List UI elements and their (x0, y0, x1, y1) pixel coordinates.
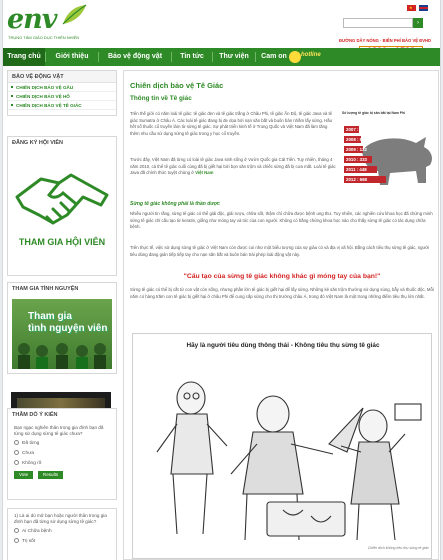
poll-option[interactable] (8, 527, 116, 537)
poll-option-label: Ai Chữa bệnh (22, 529, 52, 534)
member-title: ĐĂNG KÝ HỘI VIÊN (8, 137, 116, 149)
volunteer-text-line2: tình nguyện viên (28, 323, 108, 334)
article-paragraph: Nhiều người tin rằng, sừng tê giác có thể giải độc, giải rượu, chữa sốt, thậm chí chữa được bệnh ung thư. Tuy nhiên, các nghiên cứu khoa học đã chứng minh sừng tê giác chỉ cấu tạo từ keratin, giống như móng tay và tóc của con người. Không có bằng chứng khoa học nào cho thấy sừng tê giác có tác dụng chữa bệnh. (130, 211, 433, 229)
infograph-year-row (344, 135, 388, 144)
hotline-badge[interactable] (289, 49, 319, 65)
sidebar-link-rhino[interactable]: CHIẾN DỊCH BẢO VỆ TÊ GIÁC (8, 101, 116, 110)
poll2-question: 1) Là ai dù mở bạn hoặc người thân trong gia đình bạn đã từng sử dụng sừng tê giác? (14, 513, 107, 524)
cartoon-caption: Chiến dịch không tiêu thụ sừng tê giác (367, 546, 429, 550)
leaf-icon (61, 4, 87, 26)
infograph-year-row (344, 155, 388, 164)
awareness-cartoon (132, 333, 432, 559)
nav-library[interactable]: Thư viện (219, 53, 249, 60)
volunteer-box (7, 282, 117, 374)
nav-divider (171, 52, 172, 62)
infograph-title: Số lượng tê giác bị săn bắt tại Nam Phi (342, 111, 406, 115)
vietnam-flag-icon[interactable] (407, 5, 416, 11)
member-box (7, 136, 117, 276)
poll2-box (7, 508, 117, 560)
nav-about[interactable]: Giới thiệu (55, 53, 89, 60)
protect-animals-title: BẢO VỆ ĐỘNG VẬT (8, 71, 116, 83)
infograph-year-row (344, 145, 388, 154)
infograph-year-label: 2008 : 83 (346, 137, 365, 142)
poll-option[interactable] (8, 537, 116, 547)
paragraph-text: Trước đây, Việt Nam đã từng có loài tê giác Java sinh sống ở Vườn Quốc gia Cát Tiên. Tuy nhiên, tháng 4 năm 2010, cá thể tê giác cuối cùng đã bị giết hại bởi bọn săn trộm và chiếc sừng đã bị cưa mất. Loài tê giác Java đã chính thức tuyệt chủng ở (130, 157, 336, 175)
poll-question: Bạn ngạc nghiên thân trong gia đình bạn đã từng sử dụng sừng tê giác chưa? (14, 425, 104, 436)
handshake-icon[interactable] (13, 153, 111, 241)
poll-option[interactable] (8, 459, 116, 469)
infograph-year-row (344, 125, 388, 134)
logo-tagline: TRUNG TÂM GIÁO DỤC THIÊN NHIÊN (8, 35, 80, 40)
poll-option[interactable] (8, 449, 116, 459)
pull-quote: "Cấu tạo của sừng tê giác không khác gì móng tay của bạn!" (183, 273, 381, 280)
protect-animals-box (7, 70, 117, 116)
poll-box (7, 408, 117, 500)
infograph-year-label: 2011 : 448 (346, 167, 367, 172)
radio-button[interactable] (14, 440, 19, 445)
consumer-cartoon-image (133, 334, 433, 560)
search-input[interactable] (343, 18, 413, 28)
nav-divider (212, 52, 213, 62)
poll-title: THĂM DÒ Ý KIẾN (8, 409, 116, 421)
article-subtitle: Thông tin về Tê giác (130, 95, 192, 102)
logo-text: env (7, 4, 57, 35)
infograph-year-row (344, 165, 388, 174)
article-paragraph (130, 157, 336, 177)
nav-home[interactable]: Trang chủ (3, 48, 45, 66)
cartoon-headline: Hãy là người tiêu dùng thông thái - Không tiêu thụ sừng tê giác (186, 342, 380, 349)
nav-protect-animals[interactable]: Bảo vệ động vật (107, 53, 163, 60)
volunteer-text-line1: Tham gia (28, 311, 72, 322)
vote-button[interactable]: Vote (14, 471, 33, 479)
radio-button[interactable] (14, 450, 19, 455)
infograph-year-label: 2009 : 122 (346, 147, 367, 152)
poll-buttons (8, 469, 116, 481)
radio-button[interactable] (14, 538, 19, 543)
volunteer-banner[interactable] (12, 299, 112, 369)
radio-button[interactable] (14, 460, 19, 465)
hotline-caption: ĐƯỜNG DÂY NÓNG · BIỂN PHÍ BẢO VỆ ĐVHD (338, 38, 432, 43)
infograph-year-row (344, 175, 388, 184)
poll-option-label: Chưa (22, 451, 35, 456)
section-heading: Sừng tê giác không phải là thần dược (130, 201, 220, 207)
volunteer-title: THAM GIA TÌNH NGUYỆN (8, 283, 116, 295)
radio-button[interactable] (14, 528, 19, 533)
site-header (3, 0, 441, 48)
page (2, 0, 441, 560)
volunteer-text (28, 311, 107, 335)
results-button[interactable]: Results (38, 471, 63, 479)
infograph-year-label: 2012 : 668 (346, 177, 367, 182)
nav-thanks[interactable]: Cam on (261, 53, 287, 60)
nav-divider (255, 52, 256, 62)
poll-option[interactable] (8, 439, 116, 449)
search-button[interactable]: › (413, 18, 423, 28)
article (123, 70, 439, 560)
phone-icon (289, 51, 301, 63)
infograph-year-label: 2007 : 13 (346, 127, 365, 132)
article-paragraph: Sừng tê giác có thể bị cắt từ con vật còn sống, nhưng phần lớn tê giác bị giết hại để lấy sừng. Những kẻ săn trộm thường sử dụng súng, bẫy và thuốc độc. Mỗi năm có hàng trăm con tê giác bị giết hại ở châu Phi để cung cấp sừng cho thị trường châu Á, trong đó Việt Nam là một trong những điểm tiêu thụ lớn nhất. (130, 287, 434, 299)
hotline-word: hotline (301, 52, 321, 58)
article-paragraph: Trên thế giới có năm loài tê giác: tê giác đen và tê giác trắng ở Châu Phi, tê giác Ấn Độ, tê giác Java và tê giác Sumatra ở Châu Á. Các loài tê giác đang bị đe dọa bởi nạn săn bắt và buôn bán nhằm lấy sừng. Hầu hết số thuốc cổ truyền làm từ sừng tê giác. Sự phát triển kinh tế ở Trung Quốc và Việt Nam đã làm tăng thêm nhu cầu sử dụng sừng tê giác trong y học cổ truyền. (130, 111, 333, 136)
sidebar-link-tiger[interactable]: CHIẾN DỊCH BẢO VỆ HỔ (8, 92, 116, 101)
nav-divider (45, 52, 46, 62)
vietnam-link[interactable]: Việt Nam (195, 170, 214, 175)
nav-news[interactable]: Tin tức (180, 53, 204, 60)
poll-option-label: Đã từng (22, 441, 40, 446)
join-member-label[interactable]: THAM GIA HỘI VIÊN (18, 237, 106, 247)
poll-option-label: Trị sốt (22, 539, 36, 544)
sidebar-link-bear[interactable]: CHIẾN DỊCH BẢO VỆ GẤU (8, 83, 116, 92)
english-flag-icon[interactable] (419, 5, 428, 11)
env-logo[interactable] (7, 4, 87, 42)
article-paragraph: Trên thực tế, việc sử dụng sừng tê giác ở Việt Nam còn được coi như một biểu tượng của sự giàu có và địa vị xã hội. Bằng cách tiêu thụ sừng tê giác, người tiêu dùng đang gián tiếp tiếp tay cho nạn săn bắt và buôn bán trái phép loài động vật này. (130, 245, 430, 257)
poll-option-label: Không rõ (22, 461, 42, 466)
nav-divider (98, 52, 99, 62)
main-nav (3, 48, 441, 66)
infograph-years (344, 125, 388, 185)
infograph-year-label: 2010 : 333 (346, 157, 367, 162)
rhino-poaching-infographic (342, 111, 436, 197)
article-title: Chiến dịch bảo vệ Tê Giác (130, 81, 224, 90)
